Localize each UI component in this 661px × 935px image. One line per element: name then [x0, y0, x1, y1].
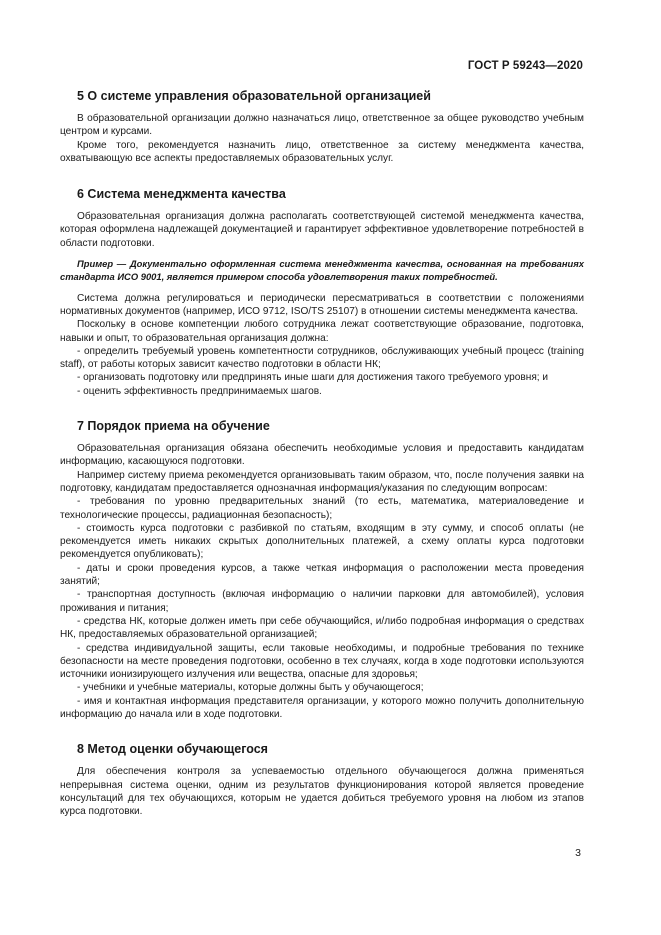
section-7-list-item: - средства НК, которые должен иметь при себе обучающийся, и/либо подробная информация о средствах НК, предоставляемых образовательной организацией;: [60, 615, 584, 641]
section-6-paragraph-1: Образовательная организация должна располагать соответствующей системой менеджмента качества, которая оформлена надлежащей документацией и гарантирует эффективное удовлетворение потребностей в области подготовки.: [60, 211, 584, 249]
section-7-list-item: - средства индивидуальной защиты, если таковые необходимы, и подробные требования по технике безопасности на месте проведения подготовки, особенно в тех случаях, когда в ходе подготовки используются источники ионизирующего излучения или вещества, опасные для здоровья;: [60, 642, 584, 681]
section-7-list-item: - даты и сроки проведения курсов, а также четкая информация о расположении места проведения занятий;: [60, 562, 584, 588]
section-7-list-item: - требования по уровню предварительных знаний (то есть, математика, материаловедение и технологические процессы, радиационная безопасность);: [60, 496, 584, 521]
section-6-list-item: - организовать подготовку или предпринять иные шаги для достижения такого требуемого уровня; и: [77, 372, 549, 384]
page-content: [60, 88, 584, 818]
section-6-example-note: [60, 258, 584, 284]
section-6-paragraph-2: Система должна регулироваться и периодически пересматриваться в соответствии с положениями нормативных документов (например, ИСО 9712, ISO/TS 25107) в отношении системы менеджмента качества.: [60, 292, 584, 317]
section-6-title: 6 Система менеджмента качества: [77, 187, 286, 202]
example-text: — Документально оформленная система менеджмента качества, основанная на требованиях стандарта ИСО 9001, является примером способа удовлетворения таких потребностей.: [60, 258, 584, 282]
section-6-list-item: - оценить эффективность предпринимаемых шагов.: [77, 385, 322, 397]
section-7-list-item: - имя и контактная информация представителя организации, у которого можно получить дополнительную информацию до начала или в ходе подготовки.: [60, 695, 584, 720]
section-8-title: 8 Метод оценки обучающегося: [77, 742, 268, 757]
section-5-title: 5 О системе управления образовательной организацией: [77, 89, 431, 103]
example-label: Пример: [77, 258, 114, 270]
section-7-paragraph-1: Образовательная организация обязана обеспечить необходимые условия и предоставить кандидатам информацию, касающуюся подготовки.: [60, 443, 584, 468]
section-7-list-item: - стоимость курса подготовки с разбивкой по статьям, входящим в эту сумму, и способ оплаты (не рекомендуется иметь никаких скрытых дополнительных платежей, а схему оплаты курса подготовки рекомендуется опубликовать);: [60, 522, 584, 561]
section-6-paragraph-3: Поскольку в основе компетенции любого сотрудника лежат соответствующие образование, подготовка, навыки и опыт, то образовательная организация должна:: [60, 319, 584, 344]
document-number: ГОСТ Р 59243—2020: [467, 60, 583, 72]
section-8-paragraph-1: Для обеспечения контроля за успеваемостью отдельного обучающегося должна применяться непрерывная система оценки, одним из результатов функционирования которой является проведение консультаций для тех обучающихся, которым не удается добиться требуемого уровня на любом из этапов курса подготовки.: [60, 766, 584, 818]
section-6-list-item: - определить требуемый уровень компетентности сотрудников, обслуживающих учебный процесс (training staff), от работы которых зависит качество подготовки в области НК;: [60, 345, 584, 371]
page-number: 3: [575, 847, 581, 859]
section-5-paragraph-2: Кроме того, рекомендуется назначить лицо, ответственное за систему менеджмента качества, охватывающую все аспекты предоставляемых образовательных услуг.: [60, 139, 584, 164]
section-7-paragraph-2: Например систему приема рекомендуется организовывать таким образом, что, после получения заявки на подготовку, кандидатам предоставляется однозначная информация/указания по следующим вопросам:: [60, 469, 584, 494]
section-5-paragraph-1: В образовательной организации должно назначаться лицо, ответственное за общее руководство учебным центром и курсами.: [60, 113, 584, 138]
section-7-title: 7 Порядок приема на обучение: [77, 419, 270, 434]
section-7-list-item: - транспортная доступность (включая информацию о наличии парковки для автомобилей), условия проживания и питания;: [60, 589, 584, 614]
section-7-list-item: - учебники и учебные материалы, которые должны быть у обучающегося;: [77, 682, 424, 694]
